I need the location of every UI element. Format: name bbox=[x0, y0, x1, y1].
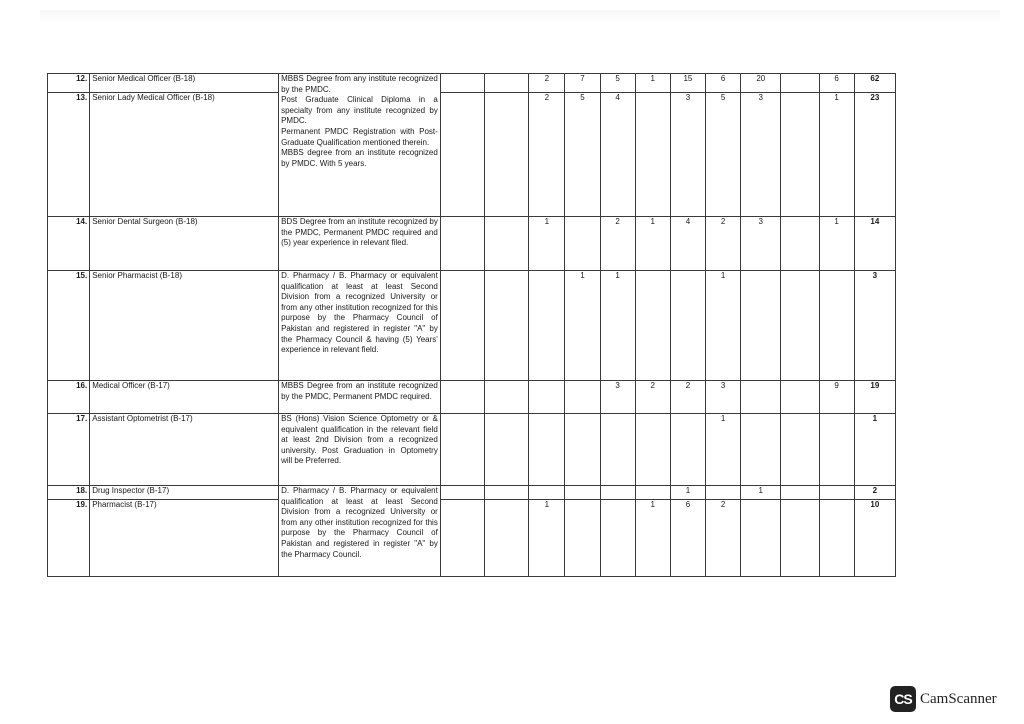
vacancy-count-cell bbox=[781, 93, 819, 217]
qualification-line: MBBS degree from an institute recognized by PMDC. With 5 years. bbox=[281, 148, 438, 168]
vacancy-count-cell: 1 bbox=[600, 271, 635, 381]
vacancy-count-cell: 1 bbox=[706, 271, 741, 381]
vacancy-count-cell bbox=[781, 414, 819, 486]
vacancy-count-cell bbox=[440, 93, 484, 217]
vacancy-count-cell bbox=[485, 271, 529, 381]
camscanner-logo-icon: CS bbox=[890, 686, 916, 712]
vacancy-count-cell: 5 bbox=[706, 93, 741, 217]
vacancy-count-cell bbox=[440, 500, 484, 577]
vacancy-count-cell bbox=[440, 414, 484, 486]
post-name: Assistant Optometrist (B-17) bbox=[90, 414, 279, 486]
vacancy-count-cell bbox=[741, 271, 781, 381]
vacancy-count-cell bbox=[635, 486, 670, 500]
vacancy-count-cell bbox=[440, 486, 484, 500]
camscanner-watermark bbox=[890, 686, 997, 712]
vacancy-count-cell bbox=[741, 414, 781, 486]
vacancy-count-cell: 4 bbox=[600, 93, 635, 217]
scan-edge-shadow bbox=[40, 10, 1000, 22]
qualification-cell: BDS Degree from an institute recognized by the PMDC, Permanent PMDC required and (5) year experience in relevant filed. bbox=[279, 217, 441, 271]
serial-number: 16. bbox=[48, 381, 90, 414]
vacancy-count-cell bbox=[819, 486, 854, 500]
vacancy-count-cell: 20 bbox=[741, 74, 781, 93]
vacancy-count-cell: 6 bbox=[706, 74, 741, 93]
vacancy-count-cell bbox=[529, 486, 565, 500]
post-name: Drug Inspector (B-17) bbox=[90, 486, 279, 500]
total-cell: 23 bbox=[854, 93, 895, 217]
post-name: Senior Lady Medical Officer (B-18) bbox=[90, 93, 279, 217]
vacancy-count-cell: 3 bbox=[706, 381, 741, 414]
vacancy-count-cell: 1 bbox=[529, 500, 565, 577]
vacancy-count-cell bbox=[529, 414, 565, 486]
serial-number: 12. bbox=[48, 74, 90, 93]
vacancy-count-cell: 1 bbox=[706, 414, 741, 486]
vacancy-count-cell: 15 bbox=[670, 74, 705, 93]
vacancy-count-cell bbox=[485, 486, 529, 500]
vacancy-count-cell bbox=[819, 500, 854, 577]
vacancy-count-cell bbox=[781, 486, 819, 500]
vacancy-count-cell: 5 bbox=[600, 74, 635, 93]
post-name: Senior Pharmacist (B-18) bbox=[90, 271, 279, 381]
vacancy-count-cell: 1 bbox=[741, 486, 781, 500]
serial-number: 19. bbox=[48, 500, 90, 577]
post-name: Senior Medical Officer (B-18) bbox=[90, 74, 279, 93]
table-row bbox=[48, 74, 896, 93]
vacancy-count-cell: 3 bbox=[600, 381, 635, 414]
post-name: Pharmacist (B-17) bbox=[90, 500, 279, 577]
table-row bbox=[48, 381, 896, 414]
serial-number: 17. bbox=[48, 414, 90, 486]
qualification-line: Post Graduate Clinical Diploma in a specialty from any institute recognized by PMDC. bbox=[281, 95, 438, 126]
vacancy-count-cell bbox=[440, 74, 484, 93]
vacancy-count-cell bbox=[635, 93, 670, 217]
table-row bbox=[48, 271, 896, 381]
vacancy-table bbox=[47, 73, 896, 577]
vacancy-count-cell: 1 bbox=[635, 74, 670, 93]
vacancy-count-cell: 3 bbox=[741, 217, 781, 271]
vacancy-count-cell bbox=[440, 271, 484, 381]
qualification-cell bbox=[279, 74, 441, 217]
vacancy-count-cell: 1 bbox=[529, 217, 565, 271]
qualification-cell: BS (Hons) Vision Science Optometry or & equivalent qualification in the relevant field at least 2nd Division from a recognized university. Post Graduation in Optometry will be Preferred. bbox=[279, 414, 441, 486]
table-row bbox=[48, 217, 896, 271]
vacancy-count-cell: 2 bbox=[600, 217, 635, 271]
serial-number: 14. bbox=[48, 217, 90, 271]
vacancy-count-cell: 6 bbox=[670, 500, 705, 577]
post-name: Medical Officer (B-17) bbox=[90, 381, 279, 414]
vacancy-count-cell bbox=[485, 74, 529, 93]
vacancy-count-cell: 2 bbox=[529, 93, 565, 217]
vacancy-count-cell: 1 bbox=[635, 500, 670, 577]
vacancy-count-cell bbox=[819, 271, 854, 381]
total-cell: 1 bbox=[854, 414, 895, 486]
table-row bbox=[48, 414, 896, 486]
vacancy-count-cell bbox=[565, 500, 600, 577]
vacancy-count-cell: 2 bbox=[635, 381, 670, 414]
vacancy-count-cell: 2 bbox=[670, 381, 705, 414]
vacancy-count-cell: 3 bbox=[741, 93, 781, 217]
vacancy-count-cell: 1 bbox=[635, 217, 670, 271]
vacancy-count-cell bbox=[781, 500, 819, 577]
serial-number: 13. bbox=[48, 93, 90, 217]
vacancy-count-cell: 7 bbox=[565, 74, 600, 93]
total-cell: 62 bbox=[854, 74, 895, 93]
vacancy-count-cell bbox=[485, 381, 529, 414]
total-cell: 10 bbox=[854, 500, 895, 577]
camscanner-label: CamScanner bbox=[920, 690, 997, 707]
qualification-line: Permanent PMDC Registration with Post-Graduate Qualification mentioned therein. bbox=[281, 126, 438, 147]
vacancy-count-cell bbox=[706, 486, 741, 500]
vacancy-count-cell bbox=[485, 414, 529, 486]
vacancy-count-cell: 2 bbox=[706, 217, 741, 271]
vacancy-count-cell bbox=[485, 217, 529, 271]
vacancy-count-cell bbox=[565, 414, 600, 486]
total-cell: 14 bbox=[854, 217, 895, 271]
vacancy-count-cell bbox=[635, 414, 670, 486]
vacancy-count-cell bbox=[819, 414, 854, 486]
vacancy-count-cell bbox=[600, 500, 635, 577]
vacancy-count-cell: 1 bbox=[565, 271, 600, 381]
vacancy-count-cell: 9 bbox=[819, 381, 854, 414]
vacancy-count-cell bbox=[485, 500, 529, 577]
vacancy-count-cell: 1 bbox=[819, 93, 854, 217]
vacancy-count-cell bbox=[485, 93, 529, 217]
vacancy-count-cell: 4 bbox=[670, 217, 705, 271]
vacancy-count-cell bbox=[600, 486, 635, 500]
table-row bbox=[48, 500, 896, 577]
vacancy-count-cell bbox=[741, 500, 781, 577]
vacancy-count-cell bbox=[565, 381, 600, 414]
qualification-cell: MBBS Degree from an institute recognized by the PMDC, Permanent PMDC required. bbox=[279, 381, 441, 414]
post-name: Senior Dental Surgeon (B-18) bbox=[90, 217, 279, 271]
serial-number: 15. bbox=[48, 271, 90, 381]
total-cell: 2 bbox=[854, 486, 895, 500]
vacancy-count-cell bbox=[781, 74, 819, 93]
vacancy-count-cell bbox=[635, 271, 670, 381]
table-row bbox=[48, 486, 896, 500]
vacancy-count-cell bbox=[529, 271, 565, 381]
vacancy-count-cell bbox=[741, 381, 781, 414]
vacancy-count-cell: 6 bbox=[819, 74, 854, 93]
vacancy-count-cell: 3 bbox=[670, 93, 705, 217]
vacancy-count-cell: 5 bbox=[565, 93, 600, 217]
vacancy-count-cell: 1 bbox=[819, 217, 854, 271]
qualification-cell: D. Pharmacy / B. Pharmacy or equivalent qualification at least at least Second Division from a recognized University or from any other institution recognized for this purpose by the Pharmacy Council of Pakistan and registered in register "A" by the Pharmacy Council & having (5) Years' experience in relevant field. bbox=[279, 271, 441, 381]
serial-number: 18. bbox=[48, 486, 90, 500]
vacancy-count-cell: 1 bbox=[670, 486, 705, 500]
total-cell: 3 bbox=[854, 271, 895, 381]
vacancy-count-cell: 2 bbox=[706, 500, 741, 577]
total-cell: 19 bbox=[854, 381, 895, 414]
vacancy-count-cell bbox=[781, 271, 819, 381]
vacancy-count-cell bbox=[781, 381, 819, 414]
table-row bbox=[48, 93, 896, 217]
qualification-line: MBBS Degree from any institute recognized by the PMDC. bbox=[281, 74, 438, 94]
vacancy-count-cell bbox=[670, 414, 705, 486]
vacancy-count-cell bbox=[529, 381, 565, 414]
vacancy-count-cell bbox=[600, 414, 635, 486]
vacancy-count-cell bbox=[440, 381, 484, 414]
vacancy-count-cell bbox=[781, 217, 819, 271]
vacancy-count-cell: 2 bbox=[529, 74, 565, 93]
qualification-cell: D. Pharmacy / B. Pharmacy or equivalent qualification at least at least Second Division from a recognized University or from any other institution recognized for this purpose by the Pharmacy Council of Pakistan and registered in register "A" by the Pharmacy Council. bbox=[279, 486, 441, 577]
vacancy-count-cell bbox=[565, 486, 600, 500]
vacancy-count-cell bbox=[670, 271, 705, 381]
vacancy-count-cell bbox=[565, 217, 600, 271]
vacancy-count-cell bbox=[440, 217, 484, 271]
